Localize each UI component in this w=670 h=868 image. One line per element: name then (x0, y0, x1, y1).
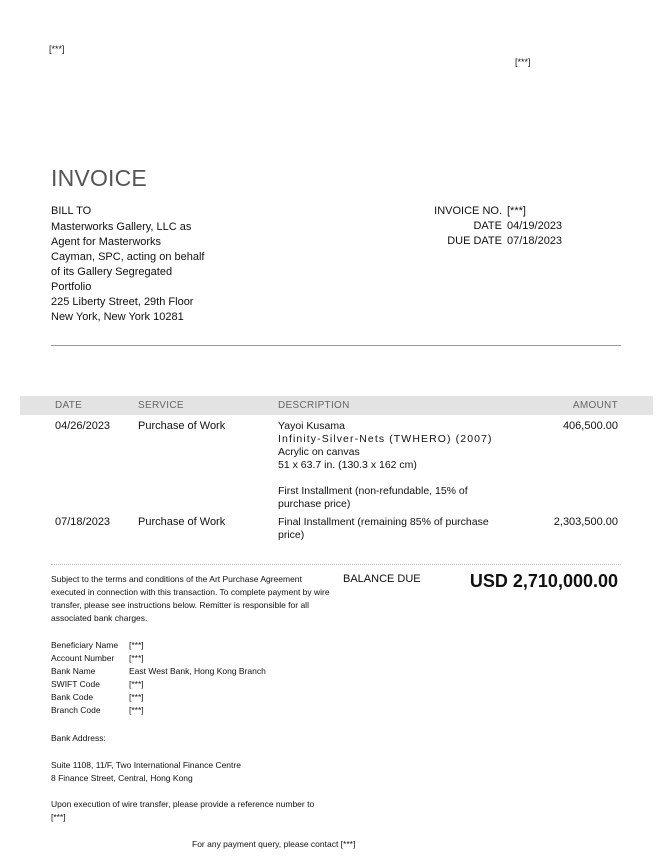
description-line: Final Installment (remaining 85% of purchase (278, 516, 489, 528)
date-value: 04/19/2023 (507, 220, 563, 232)
col-header-service: SERVICE (138, 400, 184, 411)
bank-label: SWIFT Code (51, 679, 100, 689)
bank-label: Bank Code (51, 692, 94, 702)
reference-note-line: Upon execution of wire transfer, please provide a reference number to (51, 799, 315, 809)
row-amount: 406,500.00 (562, 420, 618, 432)
bank-value: [***] (129, 653, 144, 663)
bill-to-address (51, 220, 204, 325)
description-line: Infinity-Silver-Nets (TWHERO) (2007) (278, 433, 493, 445)
balance-due-value: USD 2,710,000.00 (469, 571, 618, 591)
table-header (20, 396, 653, 415)
col-header-description: DESCRIPTION (278, 400, 350, 411)
footer-contact: For any payment query, please contact [***] (192, 839, 356, 849)
bank-row (51, 666, 266, 679)
description-line: 51 x 63.7 in. (130.3 x 162 cm) (278, 459, 417, 471)
description-line: First Installment (non-refundable, 15% of (278, 485, 468, 497)
row-service: Purchase of Work (138, 516, 226, 528)
bank-value: [***] (129, 705, 144, 715)
bill-to-line: New York, New York 10281 (51, 311, 184, 323)
bank-row (51, 705, 266, 718)
bank-label: Account Number (51, 653, 115, 663)
bank-row (51, 640, 266, 653)
bill-to-line: Agent for Masterworks (51, 236, 162, 248)
row-date: 07/18/2023 (55, 516, 111, 528)
row-amount: 2,303,500.00 (553, 516, 618, 528)
description-line: Yayoi Kusama (278, 420, 345, 432)
header-redaction-right: [***] (515, 57, 531, 67)
bank-address-label: Bank Address: (51, 733, 106, 743)
bank-value: East West Bank, Hong Kong Branch (129, 666, 266, 676)
bank-value: [***] (129, 692, 144, 702)
row-service: Purchase of Work (138, 420, 226, 432)
balance-due-label: BALANCE DUE (343, 573, 421, 585)
bank-address-line: Suite 1108, 11/F, Two International Finance Centre (51, 760, 241, 770)
table-separator (51, 564, 621, 565)
header-redaction-left: [***] (49, 44, 65, 54)
description-line: price) (278, 529, 305, 541)
bank-row (51, 692, 266, 705)
bank-address (51, 759, 241, 785)
bill-to-block (51, 204, 204, 325)
description-spacer (278, 472, 518, 485)
bank-label: Beneficiary Name (51, 640, 119, 650)
col-header-date: DATE (55, 400, 83, 411)
invoice-no-label: INVOICE NO. (434, 205, 502, 217)
bill-to-line: Cayman, SPC, acting on behalf (51, 251, 205, 263)
bank-label: Bank Name (51, 666, 96, 676)
row-description (278, 516, 518, 542)
description-line: Acrylic on canvas (278, 446, 360, 458)
invoice-title: INVOICE (51, 165, 147, 191)
description-line: purchase price) (278, 498, 351, 510)
col-header-amount: AMOUNT (572, 400, 618, 411)
bank-details (51, 640, 266, 718)
invoice-no-value: [***] (507, 205, 526, 217)
bill-to-line: of its Gallery Segregated (51, 266, 173, 278)
row-date: 04/26/2023 (55, 420, 111, 432)
bank-value: [***] (129, 679, 144, 689)
bank-address-line: 8 Finance Street, Central, Hong Kong (51, 773, 193, 783)
bank-label: Branch Code (51, 705, 101, 715)
bill-to-line: Masterworks Gallery, LLC as (51, 221, 192, 233)
bill-to-line: 225 Liberty Street, 29th Floor (51, 296, 194, 308)
due-date-value: 07/18/2023 (507, 235, 563, 247)
bank-row (51, 679, 266, 692)
reference-note (51, 798, 314, 824)
row-description (278, 420, 518, 511)
header-separator (51, 345, 621, 346)
bank-row (51, 653, 266, 666)
bill-to-line: Portfolio (51, 281, 92, 293)
terms-text: Subject to the terms and conditions of the Art Purchase Agreement executed in connection with this transaction. To complete payment by wire transfer, please see instructions below. Remitter is responsible for all associated bank charges. (51, 574, 330, 623)
invoice-meta (368, 204, 568, 249)
bank-value: [***] (129, 640, 144, 650)
due-date-label: DUE DATE (447, 235, 502, 247)
date-label: DATE (473, 220, 502, 232)
reference-note-line: [***] (51, 812, 66, 822)
bill-to-label: BILL TO (51, 205, 92, 217)
